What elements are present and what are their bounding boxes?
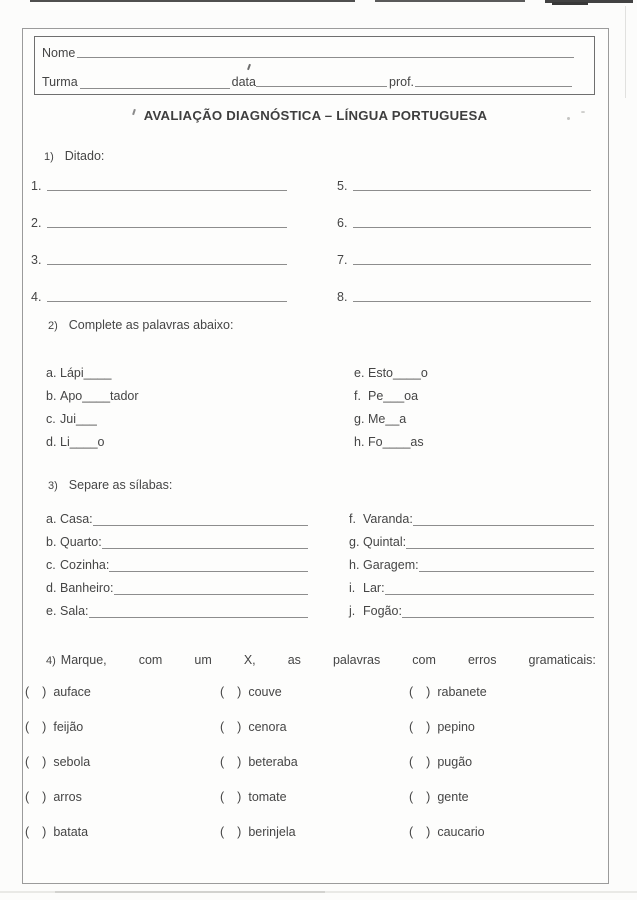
question-number: 2): [48, 320, 58, 332]
paren-open: (: [220, 684, 225, 699]
item-letter: c.: [46, 558, 56, 572]
paren-open: (: [25, 824, 30, 839]
syllable-row: [23, 528, 608, 551]
item-letter: h.: [354, 434, 365, 449]
item-letter: f.: [349, 512, 356, 526]
dictation-row: [23, 230, 608, 267]
item-word: Garagem:: [363, 558, 419, 572]
checkbox-word: rabanete: [437, 684, 487, 699]
question-number: 4): [46, 655, 56, 667]
checkbox-item: [220, 720, 409, 734]
answer-line: [89, 604, 309, 618]
heading-word: gramaticais:: [528, 653, 596, 667]
syllable-item: [349, 558, 594, 574]
answer-line: [419, 558, 594, 572]
answer-line: [353, 251, 591, 265]
item-word: Varanda:: [363, 512, 413, 526]
paren-open: (: [220, 824, 225, 839]
checkbox-item: [25, 720, 220, 734]
item-letter: h.: [349, 558, 360, 572]
item-word: Sala:: [60, 604, 89, 618]
answer-line: [102, 535, 308, 549]
dictation-item: [31, 177, 287, 193]
date-blank-line: [256, 73, 387, 87]
item-word: Quarto:: [60, 535, 102, 549]
syllable-row: [23, 505, 608, 528]
checkbox-item: [25, 755, 220, 769]
item-number: 6.: [337, 216, 348, 230]
paren-open: (: [25, 719, 30, 734]
section-4-heading-start: [46, 653, 107, 667]
paren-open: (: [220, 789, 225, 804]
paren-close: ): [237, 754, 242, 769]
item-number: 5.: [337, 179, 348, 193]
paren-close: ): [426, 754, 431, 769]
paren-open: (: [409, 684, 414, 699]
syllable-item: [46, 535, 308, 551]
checkbox-word: caucario: [437, 824, 485, 839]
dictation-item: [31, 251, 287, 267]
scan-mark-artifact: [567, 117, 570, 120]
item-letter: g.: [349, 535, 360, 549]
word-item: [354, 389, 608, 403]
answer-line: [353, 288, 591, 302]
checkbox-word: pugão: [437, 754, 473, 769]
dictation-item: [31, 214, 287, 230]
syllable-list: [23, 505, 608, 620]
scan-edge-artifact: [552, 2, 588, 5]
scan-mark-artifact: [581, 111, 585, 113]
question-number: 3): [48, 480, 58, 492]
item-number: 8.: [337, 290, 348, 304]
checkbox-item: [25, 825, 220, 839]
paren-close: ): [237, 824, 242, 839]
checkbox-item: [220, 755, 409, 769]
dictation-row: [23, 193, 608, 230]
section-2-title: Complete as palavras abaixo:: [68, 318, 234, 332]
dictation-item: [337, 177, 591, 193]
dictation-row: [23, 156, 608, 193]
answer-line: [353, 214, 591, 228]
answer-line: [402, 604, 594, 618]
paren-open: (: [409, 824, 414, 839]
student-info-box: [34, 36, 595, 95]
checkbox-row: [25, 779, 608, 814]
checkbox-item: [25, 790, 220, 804]
dictation-item: [337, 214, 591, 230]
word-item: [46, 435, 354, 449]
question-number: 1): [44, 151, 54, 163]
paren-open: (: [25, 684, 30, 699]
checkbox-item: [25, 685, 220, 699]
syllable-item: [349, 512, 594, 528]
item-letter: i.: [349, 581, 356, 595]
syllable-item: [46, 604, 308, 620]
word-item: [354, 435, 608, 449]
scan-edge-artifact: [30, 0, 355, 2]
checkbox-item: [409, 790, 608, 804]
item-word: Banheiro:: [60, 581, 114, 595]
item-letter: g.: [354, 411, 365, 426]
word-item: [46, 366, 354, 380]
heading-word: Marque,: [60, 653, 107, 667]
item-letter: a.: [46, 365, 57, 380]
checkbox-item: [409, 825, 608, 839]
checkbox-item: [220, 825, 409, 839]
item-word: Apo____tador: [60, 388, 139, 403]
item-letter: d.: [46, 581, 57, 595]
checkbox-grid: [25, 674, 608, 849]
syllable-row: [23, 597, 608, 620]
answer-line: [114, 581, 308, 595]
dictation-item: [337, 251, 591, 267]
item-letter: j.: [349, 604, 356, 618]
syllable-row: [23, 574, 608, 597]
section-3-title: Separe as sílabas:: [68, 478, 173, 492]
paren-open: (: [409, 719, 414, 734]
item-word: Lar:: [363, 581, 385, 595]
checkbox-word: tomate: [248, 789, 287, 804]
item-letter: a.: [46, 512, 57, 526]
checkbox-item: [409, 720, 608, 734]
item-word: Quintal:: [363, 535, 407, 549]
syllable-item: [46, 558, 308, 574]
paren-open: (: [220, 754, 225, 769]
syllable-item: [349, 535, 594, 551]
syllable-item: [349, 581, 594, 597]
answer-line: [47, 288, 287, 302]
checkbox-item: [409, 685, 608, 699]
checkbox-item: [409, 755, 608, 769]
dictation-item: [31, 288, 287, 304]
answer-line: [109, 558, 308, 572]
checkbox-word: beteraba: [248, 754, 298, 769]
dictation-lines: [23, 156, 608, 304]
paren-close: ): [426, 684, 431, 699]
name-blank-line: [77, 44, 574, 58]
item-letter: f.: [354, 388, 361, 403]
item-letter: b.: [46, 388, 57, 403]
dictation-row: [23, 267, 608, 304]
item-number: 3.: [31, 253, 42, 267]
syllable-item: [46, 512, 308, 528]
heading-word: com: [412, 653, 436, 667]
paren-close: ): [42, 789, 47, 804]
item-word: Jui___: [60, 411, 97, 426]
date-label: data: [231, 75, 256, 89]
heading-word: um: [194, 653, 212, 667]
paren-close: ): [426, 719, 431, 734]
paren-close: ): [42, 684, 47, 699]
heading-word: com: [138, 653, 163, 667]
answer-line: [385, 581, 594, 595]
checkbox-word: pepino: [437, 719, 475, 734]
checkbox-row: [25, 744, 608, 779]
paren-close: ): [237, 719, 242, 734]
checkbox-item: [220, 685, 409, 699]
item-word: Li____o: [60, 434, 105, 449]
checkbox-word: auface: [53, 684, 91, 699]
item-word: Me__a: [368, 411, 407, 426]
paren-close: ): [237, 789, 242, 804]
checkbox-row: [25, 674, 608, 709]
heading-word: X,: [243, 653, 256, 667]
item-number: 7.: [337, 253, 348, 267]
paren-close: ): [42, 719, 47, 734]
scan-edge-artifact: [55, 891, 325, 893]
checkbox-item: [220, 790, 409, 804]
word-item: [46, 389, 354, 403]
answer-line: [47, 214, 287, 228]
item-word: Fogão:: [363, 604, 402, 618]
item-word: Casa:: [60, 512, 93, 526]
item-word: Lápi____: [60, 365, 112, 380]
paren-open: (: [409, 754, 414, 769]
checkbox-word: cenora: [248, 719, 287, 734]
dictation-item: [337, 288, 591, 304]
class-blank-line: [80, 75, 230, 89]
word-row: [23, 384, 608, 407]
paren-open: (: [409, 789, 414, 804]
heading-word: as: [287, 653, 301, 667]
paren-close: ): [42, 824, 47, 839]
scan-edge-artifact: [375, 0, 525, 2]
item-word: Cozinha:: [60, 558, 110, 572]
answer-line: [47, 177, 287, 191]
paren-open: (: [25, 789, 30, 804]
page-title-row: [23, 108, 608, 123]
paren-close: ): [426, 789, 431, 804]
worksheet-page: [22, 28, 609, 884]
paren-open: (: [25, 754, 30, 769]
word-item: [354, 412, 608, 426]
checkbox-word: gente: [437, 789, 469, 804]
heading-word: palavras: [332, 653, 381, 667]
checkbox-word: batata: [53, 824, 89, 839]
word-row: [23, 430, 608, 453]
section-4-heading: [46, 653, 596, 667]
teacher-label: prof.: [389, 75, 415, 89]
paren-close: ): [426, 824, 431, 839]
heading-word: erros: [467, 653, 497, 667]
item-number: 4.: [31, 290, 42, 304]
class-date-teacher-row: [42, 73, 572, 89]
word-item: [354, 366, 608, 380]
scan-edge-artifact: [625, 6, 626, 98]
item-word: Fo____as: [368, 434, 424, 449]
syllable-item: [46, 581, 308, 597]
item-number: 1.: [31, 179, 42, 193]
checkbox-word: arros: [53, 789, 82, 804]
answer-line: [47, 251, 287, 265]
section-1-title: Ditado:: [64, 149, 105, 163]
item-number: 2.: [31, 216, 42, 230]
word-item: [46, 412, 354, 426]
checkbox-word: sebola: [53, 754, 91, 769]
section-2-heading: [48, 318, 233, 332]
syllable-row: [23, 551, 608, 574]
complete-words-list: [23, 361, 608, 453]
item-letter: e.: [46, 604, 57, 618]
section-3-heading: [48, 478, 172, 492]
answer-line: [353, 177, 591, 191]
item-word: Esto____o: [368, 365, 428, 380]
item-letter: c.: [46, 411, 56, 426]
page-title: AVALIAÇÃO DIAGNÓSTICA – LÍNGUA PORTUGUESA: [143, 108, 488, 123]
item-letter: b.: [46, 535, 57, 549]
item-letter: e.: [354, 365, 365, 380]
paren-close: ): [237, 684, 242, 699]
word-row: [23, 407, 608, 430]
checkbox-word: couve: [248, 684, 282, 699]
checkbox-row: [25, 814, 608, 849]
class-label: Turma: [42, 75, 78, 89]
answer-line: [413, 512, 594, 526]
syllable-item: [349, 604, 594, 620]
name-label: Nome: [42, 46, 76, 60]
checkbox-row: [25, 709, 608, 744]
answer-line: [406, 535, 594, 549]
paren-open: (: [220, 719, 225, 734]
checkbox-word: berinjela: [248, 824, 296, 839]
answer-line: [93, 512, 308, 526]
name-row: [42, 44, 574, 60]
teacher-blank-line: [415, 73, 572, 87]
paren-close: ): [42, 754, 47, 769]
word-row: [23, 361, 608, 384]
item-word: Pe___oa: [368, 388, 419, 403]
item-letter: d.: [46, 434, 57, 449]
checkbox-word: feijão: [53, 719, 84, 734]
